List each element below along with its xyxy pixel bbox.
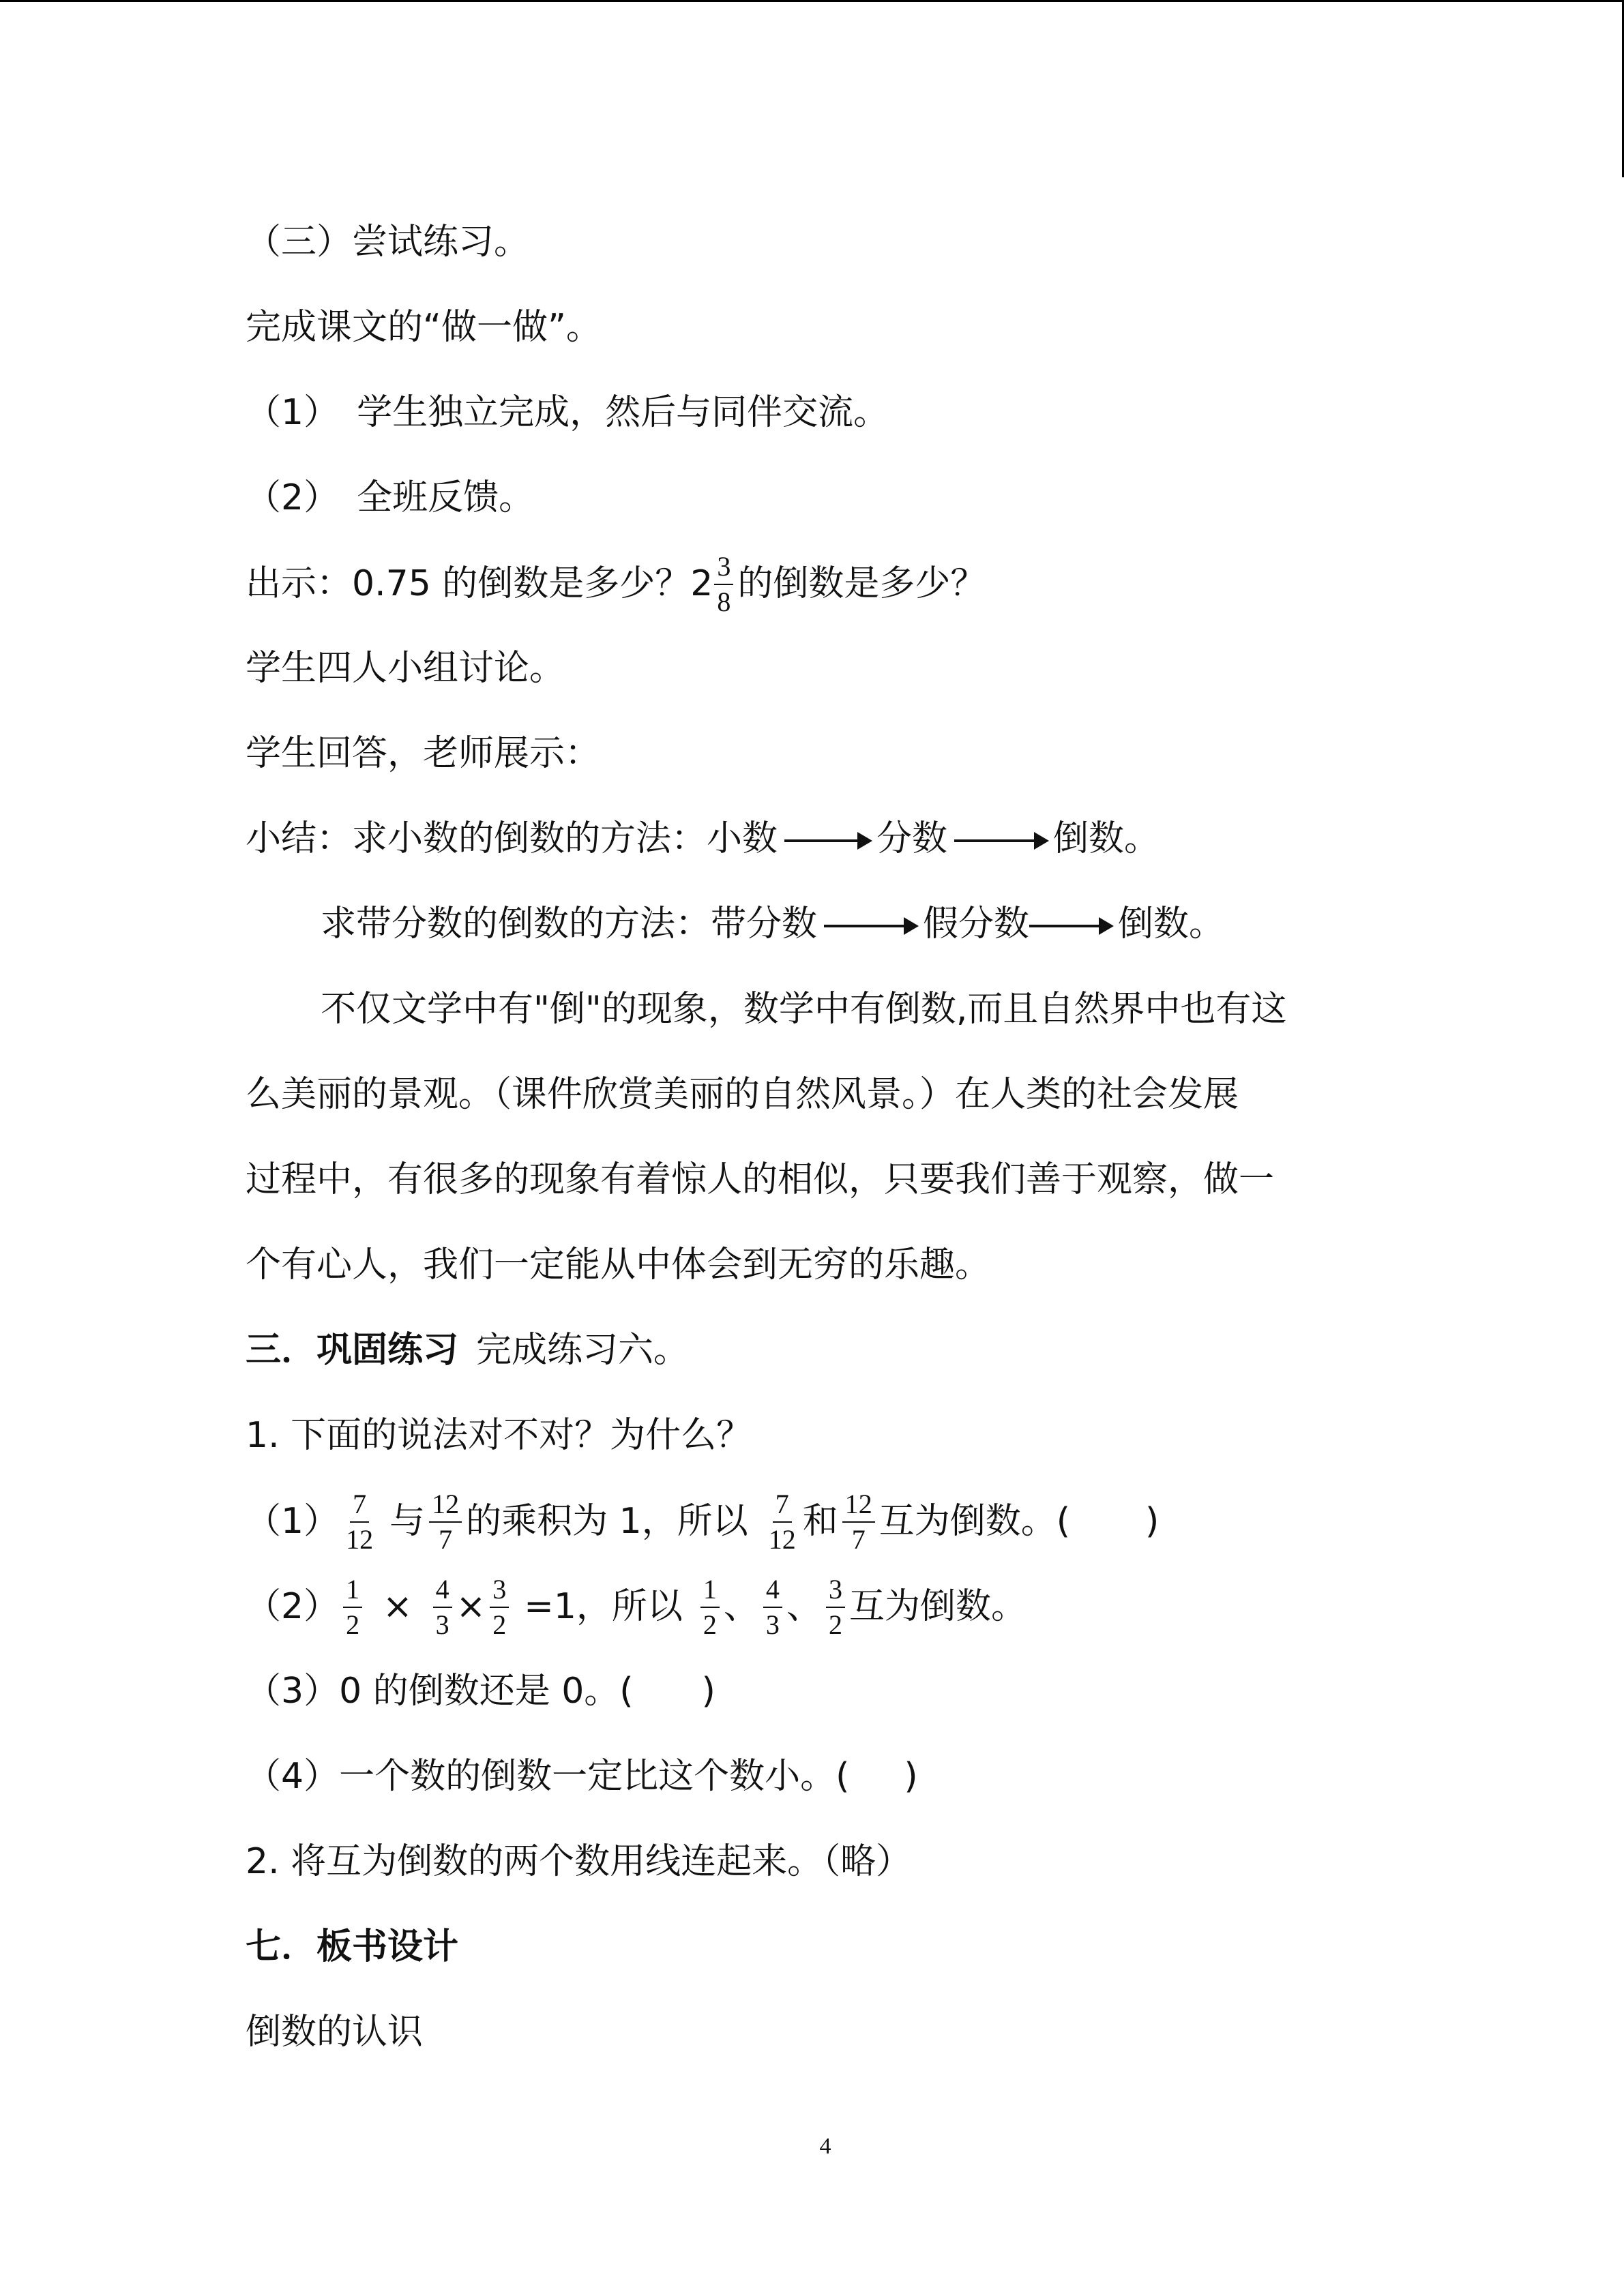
fraction-denominator: 7	[439, 1524, 453, 1555]
right-arrow-icon	[824, 925, 916, 927]
page-number: 4	[819, 2134, 831, 2159]
fraction-denominator: 2	[492, 1609, 507, 1640]
summary-decimal-step: 分数	[876, 818, 948, 859]
fraction-denominator: 2	[703, 1609, 717, 1640]
board-title: 倒数的认识	[246, 2012, 424, 2053]
fraction-denominator: 8	[717, 586, 731, 617]
q1-3-close: )	[701, 1671, 715, 1712]
summary-mixed-result: 倒数。	[1118, 904, 1225, 944]
enumeration-comma: 、	[786, 1586, 822, 1627]
question-1-4	[246, 1753, 918, 1800]
fraction-numerator: 3	[714, 551, 733, 585]
paragraph-line-4: 个有心人，我们一定能从中体会到无穷的乐趣。	[246, 1244, 991, 1285]
times-sign: ×	[383, 1586, 413, 1627]
question-1-3	[246, 1667, 715, 1715]
q1-1-prefix: （1）	[246, 1501, 340, 1542]
fraction	[429, 1489, 462, 1555]
fraction	[763, 1574, 782, 1641]
step-2	[246, 474, 534, 522]
fraction-denominator: 2	[346, 1609, 360, 1640]
show-question-part-a: 出示：0.75 的倒数是多少？2	[246, 563, 713, 604]
fraction-numerator: 1	[700, 1574, 720, 1608]
fraction	[842, 1489, 875, 1555]
fraction-denominator: 2	[828, 1609, 842, 1640]
right-arrow-icon	[954, 839, 1046, 842]
fraction	[490, 1574, 509, 1641]
question-1-1	[246, 1489, 1160, 1555]
summary-mixed-fraction	[321, 900, 1224, 948]
q1-1-text-5: )	[1145, 1501, 1160, 1542]
fraction-numerator: 7	[773, 1489, 792, 1523]
q1-1-text-4: 互为倒数。(	[879, 1501, 1071, 1542]
fraction-denominator: 3	[765, 1609, 780, 1640]
step-1-text: 学生独立完成，然后与同伴交流。	[357, 392, 889, 433]
mixed-fraction	[714, 551, 733, 618]
document-page	[246, 0, 1405, 2296]
summary-decimal	[246, 815, 1160, 863]
fraction-numerator: 12	[842, 1489, 875, 1523]
fraction	[766, 1489, 799, 1555]
try-practice-intro: 完成课文的“做一做”。	[246, 307, 602, 348]
fraction-numerator: 1	[343, 1574, 362, 1608]
paragraph-line-3: 过程中，有很多的现象有着惊人的相似，只要我们善于观察，做一	[246, 1159, 1275, 1200]
q1-1-text-2: 的乘积为 1，所以	[466, 1501, 748, 1542]
step-2-number: （2）	[246, 477, 340, 518]
fraction-denominator: 12	[768, 1524, 796, 1555]
fraction-numerator: 4	[763, 1574, 782, 1608]
fraction-denominator: 12	[346, 1524, 374, 1555]
fraction-numerator: 12	[429, 1489, 462, 1523]
question-1: 1. 下面的说法对不对？为什么？	[246, 1415, 752, 1456]
student-answer: 学生回答，老师展示：	[246, 733, 601, 774]
right-arrow-icon	[784, 839, 870, 842]
fraction-numerator: 3	[490, 1574, 509, 1608]
group-discussion: 学生四人小组讨论。	[246, 648, 565, 689]
summary-mixed-text: 求带分数的倒数的方法：带分数	[321, 904, 818, 944]
consolidate-heading: 三．巩固练习	[246, 1330, 459, 1371]
q1-3-text: （3）0 的倒数还是 0。(	[246, 1671, 634, 1712]
show-question-part-b: 的倒数是多少？	[737, 563, 986, 604]
q1-1-text-1: 与	[389, 1501, 426, 1542]
fraction	[826, 1574, 845, 1641]
show-question	[246, 551, 986, 617]
step-1-number: （1）	[246, 392, 340, 433]
fraction	[700, 1574, 720, 1641]
question-2: 2. 将互为倒数的两个数用线连起来。（略）	[246, 1841, 912, 1882]
fraction	[433, 1574, 452, 1641]
q1-2-text-3: =1，所以	[524, 1586, 683, 1627]
q1-2-text-6: 互为倒数。	[848, 1586, 1027, 1627]
summary-decimal-text: 小结：求小数的倒数的方法：小数	[246, 818, 778, 859]
fraction-denominator: 7	[851, 1524, 866, 1555]
consolidate-section	[246, 1326, 689, 1374]
times-sign: ×	[456, 1586, 486, 1627]
q1-4-text: （4）一个数的倒数一定比这个数小。(	[246, 1756, 850, 1797]
question-1-2	[246, 1574, 1027, 1640]
fraction-numerator: 7	[350, 1489, 369, 1523]
q1-2-prefix: （2）	[246, 1586, 340, 1627]
try-practice-heading: （三）尝试练习。	[246, 222, 530, 263]
summary-mixed-step: 假分数	[923, 904, 1030, 944]
fraction-numerator: 3	[826, 1574, 845, 1608]
enumeration-comma: 、	[723, 1586, 759, 1627]
board-design-heading: 七．板书设计	[246, 1926, 459, 1967]
q1-4-close: )	[904, 1756, 918, 1797]
paragraph-line-1: 不仅文学中有"倒"的现象，数学中有倒数,而且自然界中也有这	[321, 989, 1287, 1030]
consolidate-text: 完成练习六。	[476, 1330, 690, 1371]
summary-decimal-result: 倒数。	[1053, 818, 1160, 859]
step-1	[246, 389, 889, 436]
q1-1-text-3: 和	[802, 1501, 838, 1542]
fraction-numerator: 4	[433, 1574, 452, 1608]
fraction	[343, 1574, 362, 1641]
right-arrow-icon	[1029, 925, 1111, 927]
fraction-denominator: 3	[435, 1609, 449, 1640]
paragraph-line-2: 么美丽的景观。（课件欣赏美丽的自然风景。）在人类的社会发展	[246, 1074, 1239, 1115]
step-2-text: 全班反馈。	[357, 477, 535, 518]
fraction	[343, 1489, 376, 1555]
